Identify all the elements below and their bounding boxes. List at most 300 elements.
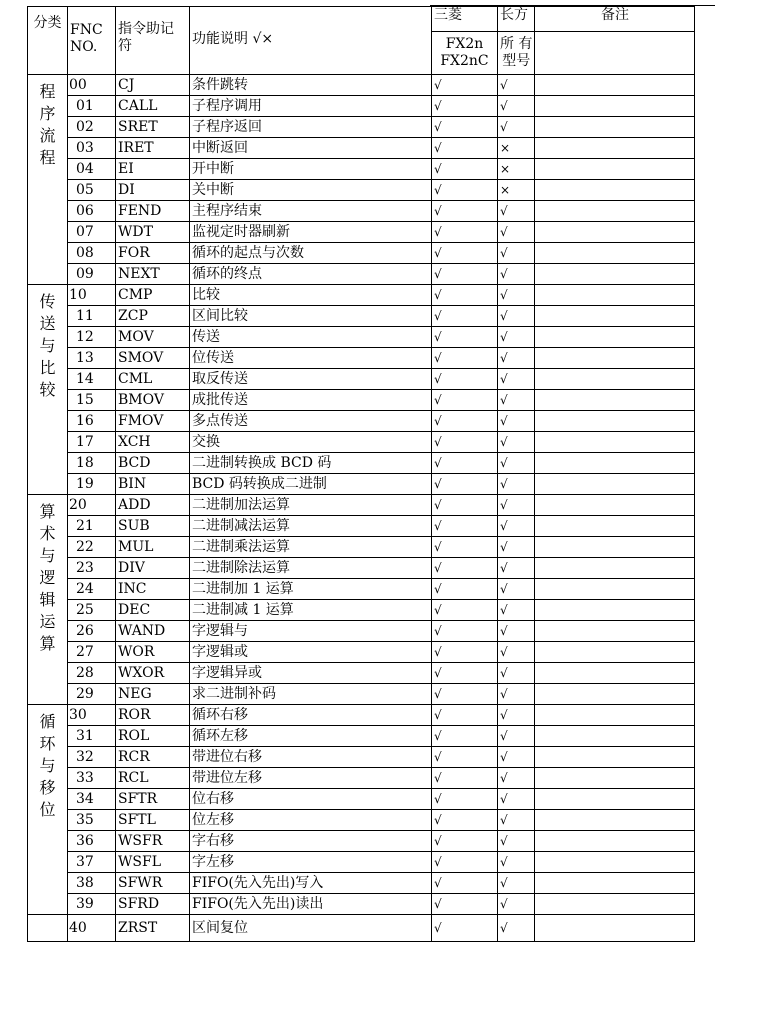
function-desc: 带进位左移 — [190, 768, 432, 789]
fnc-number: 09 — [68, 264, 116, 285]
remarks-cell — [535, 390, 695, 411]
remarks-cell — [535, 348, 695, 369]
mnemonic: FMOV — [116, 411, 190, 432]
mnemonic: ROR — [116, 705, 190, 726]
category-char: 送 — [39, 314, 56, 333]
remarks-cell — [535, 138, 695, 159]
mitsubishi-support: √ — [432, 915, 498, 942]
changfang-support: × — [498, 138, 535, 159]
header-category: 分类 — [28, 7, 68, 75]
mitsubishi-support: √ — [432, 684, 498, 705]
mitsubishi-support: √ — [432, 390, 498, 411]
mnemonic: XCH — [116, 432, 190, 453]
mitsubishi-support: √ — [432, 138, 498, 159]
mnemonic: BCD — [116, 453, 190, 474]
category-char: 逻 — [39, 568, 56, 587]
function-desc: 关中断 — [190, 180, 432, 201]
fnc-number: 11 — [68, 306, 116, 327]
function-desc: 字逻辑异或 — [190, 663, 432, 684]
mitsubishi-support: √ — [432, 411, 498, 432]
remarks-cell — [535, 705, 695, 726]
fnc-number: 37 — [68, 852, 116, 873]
remarks-cell — [535, 96, 695, 117]
table-row — [28, 852, 695, 873]
function-desc: 主程序结束 — [190, 201, 432, 222]
header-row-1 — [28, 7, 695, 32]
mitsubishi-support: √ — [432, 831, 498, 852]
fnc-number: 06 — [68, 201, 116, 222]
changfang-support: √ — [498, 852, 535, 873]
mitsubishi-support: √ — [432, 810, 498, 831]
changfang-support: √ — [498, 516, 535, 537]
changfang-support: √ — [498, 537, 535, 558]
mitsubishi-support: √ — [432, 600, 498, 621]
remarks-cell — [535, 768, 695, 789]
function-desc: 二进制减 1 运算 — [190, 600, 432, 621]
fnc-number: 21 — [68, 516, 116, 537]
fnc-number: 33 — [68, 768, 116, 789]
mnemonic: NEXT — [116, 264, 190, 285]
function-desc: 中断返回 — [190, 138, 432, 159]
table-row — [28, 348, 695, 369]
changfang-support: √ — [498, 348, 535, 369]
changfang-support: √ — [498, 264, 535, 285]
changfang-support: √ — [498, 915, 535, 942]
changfang-support: √ — [498, 579, 535, 600]
table-row — [28, 705, 695, 726]
changfang-support: √ — [498, 621, 535, 642]
mitsubishi-support: √ — [432, 180, 498, 201]
mnemonic: WAND — [116, 621, 190, 642]
mitsubishi-support: √ — [432, 558, 498, 579]
mnemonic: SFWR — [116, 873, 190, 894]
remarks-cell — [535, 453, 695, 474]
changfang-support: √ — [498, 201, 535, 222]
fnc-number: 34 — [68, 789, 116, 810]
mitsubishi-support: √ — [432, 579, 498, 600]
fnc-number: 18 — [68, 453, 116, 474]
remarks-cell — [535, 327, 695, 348]
function-desc: 位左移 — [190, 810, 432, 831]
function-desc: 二进制除法运算 — [190, 558, 432, 579]
changfang-support: √ — [498, 768, 535, 789]
mnemonic: WXOR — [116, 663, 190, 684]
changfang-support: √ — [498, 432, 535, 453]
changfang-support: √ — [498, 369, 535, 390]
changfang-support: √ — [498, 117, 535, 138]
table-row — [28, 138, 695, 159]
fnc-number: 27 — [68, 642, 116, 663]
table-row — [28, 915, 695, 942]
mitsubishi-support: √ — [432, 201, 498, 222]
changfang-support: √ — [498, 558, 535, 579]
remarks-cell — [535, 537, 695, 558]
table-row — [28, 579, 695, 600]
category-char: 位 — [39, 800, 56, 819]
mitsubishi-support: √ — [432, 306, 498, 327]
remarks-cell — [535, 222, 695, 243]
fnc-number: 00 — [68, 75, 116, 96]
remarks-cell — [535, 369, 695, 390]
mitsubishi-support: √ — [432, 663, 498, 684]
remarks-cell — [535, 243, 695, 264]
fnc-number: 35 — [68, 810, 116, 831]
mnemonic: CMP — [116, 285, 190, 306]
changfang-support: √ — [498, 243, 535, 264]
mnemonic: WOR — [116, 642, 190, 663]
table-row — [28, 726, 695, 747]
mitsubishi-support: √ — [432, 726, 498, 747]
changfang-support: √ — [498, 411, 535, 432]
remarks-cell — [535, 621, 695, 642]
mitsubishi-support: √ — [432, 348, 498, 369]
mnemonic: DEC — [116, 600, 190, 621]
table-row — [28, 390, 695, 411]
function-desc: FIFO(先入先出)写入 — [190, 873, 432, 894]
fnc-number: 07 — [68, 222, 116, 243]
remarks-cell — [535, 306, 695, 327]
changfang-support: √ — [498, 831, 535, 852]
mitsubishi-support: √ — [432, 852, 498, 873]
mnemonic: SUB — [116, 516, 190, 537]
mitsubishi-support: √ — [432, 222, 498, 243]
category-char: 较 — [39, 380, 56, 399]
mitsubishi-support: √ — [432, 75, 498, 96]
fnc-number: 40 — [68, 915, 116, 942]
category-char: 比 — [39, 358, 56, 377]
function-desc: 子程序调用 — [190, 96, 432, 117]
fnc-number: 16 — [68, 411, 116, 432]
function-desc: 二进制乘法运算 — [190, 537, 432, 558]
mnemonic: NEG — [116, 684, 190, 705]
remarks-cell — [535, 411, 695, 432]
mnemonic: BMOV — [116, 390, 190, 411]
category-cell — [28, 915, 68, 942]
changfang-support: √ — [498, 222, 535, 243]
function-desc: 带进位右移 — [190, 747, 432, 768]
fnc-number: 01 — [68, 96, 116, 117]
mnemonic: RCL — [116, 768, 190, 789]
changfang-support: √ — [498, 600, 535, 621]
fnc-number: 13 — [68, 348, 116, 369]
mnemonic: ZRST — [116, 915, 190, 942]
mnemonic: BIN — [116, 474, 190, 495]
table-row — [28, 621, 695, 642]
header-fnc-no: FNC NO. — [68, 7, 116, 75]
mnemonic: SRET — [116, 117, 190, 138]
function-desc: 监视定时器刷新 — [190, 222, 432, 243]
table-row — [28, 222, 695, 243]
remarks-cell — [535, 747, 695, 768]
table-row — [28, 684, 695, 705]
changfang-support: √ — [498, 873, 535, 894]
mnemonic: ROL — [116, 726, 190, 747]
fnc-number: 29 — [68, 684, 116, 705]
table-row — [28, 495, 695, 516]
category-cell — [28, 285, 68, 495]
mnemonic: SFTL — [116, 810, 190, 831]
header-mitsubishi-models: FX2n FX2nC — [432, 32, 498, 75]
function-desc: 求二进制补码 — [190, 684, 432, 705]
function-desc: 区间复位 — [190, 915, 432, 942]
fnc-number: 15 — [68, 390, 116, 411]
header-changfang-models: 所 有 型号 — [498, 32, 535, 75]
mnemonic: DI — [116, 180, 190, 201]
remarks-cell — [535, 495, 695, 516]
remarks-cell — [535, 201, 695, 222]
table-row — [28, 159, 695, 180]
fnc-number: 04 — [68, 159, 116, 180]
function-desc: 开中断 — [190, 159, 432, 180]
fnc-number: 14 — [68, 369, 116, 390]
mitsubishi-support: √ — [432, 474, 498, 495]
changfang-support: √ — [498, 747, 535, 768]
mnemonic: INC — [116, 579, 190, 600]
table-row — [28, 831, 695, 852]
remarks-cell — [535, 474, 695, 495]
mnemonic: WDT — [116, 222, 190, 243]
remarks-cell — [535, 810, 695, 831]
mitsubishi-support: √ — [432, 432, 498, 453]
category-char: 算 — [39, 502, 56, 521]
remarks-cell — [535, 642, 695, 663]
remarks-cell — [535, 600, 695, 621]
table-row — [28, 768, 695, 789]
function-desc: 区间比较 — [190, 306, 432, 327]
remarks-cell — [535, 75, 695, 96]
mitsubishi-support: √ — [432, 96, 498, 117]
remarks-cell — [535, 117, 695, 138]
mnemonic: WSFL — [116, 852, 190, 873]
table-row — [28, 306, 695, 327]
function-desc: 位传送 — [190, 348, 432, 369]
function-desc: 二进制减法运算 — [190, 516, 432, 537]
header-mitsubishi: 三菱 — [432, 7, 498, 32]
changfang-support: × — [498, 180, 535, 201]
table-row — [28, 75, 695, 96]
table-row — [28, 663, 695, 684]
fnc-number: 32 — [68, 747, 116, 768]
table-row — [28, 243, 695, 264]
mnemonic: CML — [116, 369, 190, 390]
table-row — [28, 96, 695, 117]
changfang-support: √ — [498, 306, 535, 327]
category-char: 与 — [39, 756, 56, 775]
category-char: 传 — [39, 292, 56, 311]
remarks-cell — [535, 873, 695, 894]
fnc-number: 03 — [68, 138, 116, 159]
mitsubishi-support: √ — [432, 117, 498, 138]
category-char: 程 — [39, 148, 56, 167]
changfang-support: √ — [498, 390, 535, 411]
function-desc: 传送 — [190, 327, 432, 348]
remarks-cell — [535, 684, 695, 705]
header-remarks-blank — [535, 32, 695, 75]
mnemonic: IRET — [116, 138, 190, 159]
mitsubishi-support: √ — [432, 642, 498, 663]
fnc-number: 10 — [68, 285, 116, 306]
category-char: 移 — [39, 778, 56, 797]
mitsubishi-support: √ — [432, 285, 498, 306]
fnc-number: 30 — [68, 705, 116, 726]
header-mnemonic: 指令助记 符 — [116, 7, 190, 75]
changfang-support: √ — [498, 642, 535, 663]
function-desc: 位右移 — [190, 789, 432, 810]
remarks-cell — [535, 915, 695, 942]
mitsubishi-support: √ — [432, 705, 498, 726]
mitsubishi-support: √ — [432, 327, 498, 348]
category-cell — [28, 705, 68, 915]
table-row — [28, 117, 695, 138]
function-desc: 交换 — [190, 432, 432, 453]
fnc-number: 12 — [68, 327, 116, 348]
table-row — [28, 789, 695, 810]
mitsubishi-support: √ — [432, 894, 498, 915]
table-row — [28, 411, 695, 432]
table-row — [28, 264, 695, 285]
category-char: 术 — [39, 524, 56, 543]
table-row — [28, 810, 695, 831]
table-row — [28, 432, 695, 453]
category-char: 流 — [39, 126, 56, 145]
changfang-support: × — [498, 159, 535, 180]
function-desc: 字逻辑或 — [190, 642, 432, 663]
header-changfang: 长方 — [498, 7, 535, 32]
mnemonic: EI — [116, 159, 190, 180]
mitsubishi-support: √ — [432, 243, 498, 264]
fnc-number: 23 — [68, 558, 116, 579]
mitsubishi-support: √ — [432, 159, 498, 180]
mitsubishi-support: √ — [432, 789, 498, 810]
remarks-cell — [535, 285, 695, 306]
table-row — [28, 873, 695, 894]
fnc-number: 17 — [68, 432, 116, 453]
changfang-support: √ — [498, 894, 535, 915]
function-desc: 子程序返回 — [190, 117, 432, 138]
remarks-cell — [535, 831, 695, 852]
function-desc: 取反传送 — [190, 369, 432, 390]
function-desc: 循环左移 — [190, 726, 432, 747]
remarks-cell — [535, 579, 695, 600]
function-desc: 比较 — [190, 285, 432, 306]
changfang-support: √ — [498, 684, 535, 705]
fnc-number: 05 — [68, 180, 116, 201]
mnemonic: SFRD — [116, 894, 190, 915]
remarks-cell — [535, 432, 695, 453]
changfang-support: √ — [498, 726, 535, 747]
function-desc: BCD 码转换成二进制 — [190, 474, 432, 495]
table-row — [28, 516, 695, 537]
function-desc: 二进制加 1 运算 — [190, 579, 432, 600]
remarks-cell — [535, 726, 695, 747]
changfang-support: √ — [498, 285, 535, 306]
mnemonic: FOR — [116, 243, 190, 264]
changfang-support: √ — [498, 96, 535, 117]
fnc-number: 19 — [68, 474, 116, 495]
fnc-number: 08 — [68, 243, 116, 264]
table-row — [28, 600, 695, 621]
mitsubishi-support: √ — [432, 768, 498, 789]
function-desc: 字逻辑与 — [190, 621, 432, 642]
function-desc: 条件跳转 — [190, 75, 432, 96]
fnc-number: 36 — [68, 831, 116, 852]
fnc-number: 26 — [68, 621, 116, 642]
changfang-support: √ — [498, 474, 535, 495]
table-row — [28, 537, 695, 558]
mitsubishi-support: √ — [432, 621, 498, 642]
changfang-support: √ — [498, 663, 535, 684]
fnc-number: 24 — [68, 579, 116, 600]
remarks-cell — [535, 894, 695, 915]
function-desc: 字左移 — [190, 852, 432, 873]
function-desc: 成批传送 — [190, 390, 432, 411]
table-row — [28, 894, 695, 915]
remarks-cell — [535, 789, 695, 810]
mitsubishi-support: √ — [432, 369, 498, 390]
mnemonic: CJ — [116, 75, 190, 96]
category-char: 算 — [39, 634, 56, 653]
table-row — [28, 369, 695, 390]
header-function: 功能说明 √× — [190, 7, 432, 75]
mnemonic: ZCP — [116, 306, 190, 327]
fnc-number: 22 — [68, 537, 116, 558]
function-desc: 字右移 — [190, 831, 432, 852]
function-desc: FIFO(先入先出)读出 — [190, 894, 432, 915]
mitsubishi-support: √ — [432, 495, 498, 516]
category-char: 辑 — [39, 590, 56, 609]
category-char: 环 — [39, 734, 56, 753]
table-row — [28, 201, 695, 222]
remarks-cell — [535, 852, 695, 873]
category-char: 循 — [39, 712, 56, 731]
mnemonic: SFTR — [116, 789, 190, 810]
mnemonic: MUL — [116, 537, 190, 558]
function-desc: 循环右移 — [190, 705, 432, 726]
changfang-support: √ — [498, 705, 535, 726]
category-cell — [28, 495, 68, 705]
table-row — [28, 558, 695, 579]
mnemonic: SMOV — [116, 348, 190, 369]
category-char: 序 — [39, 104, 56, 123]
mitsubishi-support: √ — [432, 453, 498, 474]
fnc-number: 02 — [68, 117, 116, 138]
remarks-cell — [535, 516, 695, 537]
fnc-number: 28 — [68, 663, 116, 684]
function-desc: 多点传送 — [190, 411, 432, 432]
mitsubishi-support: √ — [432, 747, 498, 768]
remarks-cell — [535, 159, 695, 180]
remarks-cell — [535, 558, 695, 579]
mnemonic: RCR — [116, 747, 190, 768]
header-remarks: 备注 — [535, 7, 695, 32]
table-row — [28, 327, 695, 348]
fnc-number: 39 — [68, 894, 116, 915]
changfang-support: √ — [498, 75, 535, 96]
mnemonic: FEND — [116, 201, 190, 222]
fnc-instruction-table — [27, 6, 695, 942]
function-desc: 循环的终点 — [190, 264, 432, 285]
changfang-support: √ — [498, 810, 535, 831]
function-desc: 二进制转换成 BCD 码 — [190, 453, 432, 474]
fnc-number: 25 — [68, 600, 116, 621]
category-char: 运 — [39, 612, 56, 631]
table-row — [28, 180, 695, 201]
remarks-cell — [535, 663, 695, 684]
table-row — [28, 474, 695, 495]
changfang-support: √ — [498, 453, 535, 474]
category-char: 与 — [39, 336, 56, 355]
fnc-number: 31 — [68, 726, 116, 747]
